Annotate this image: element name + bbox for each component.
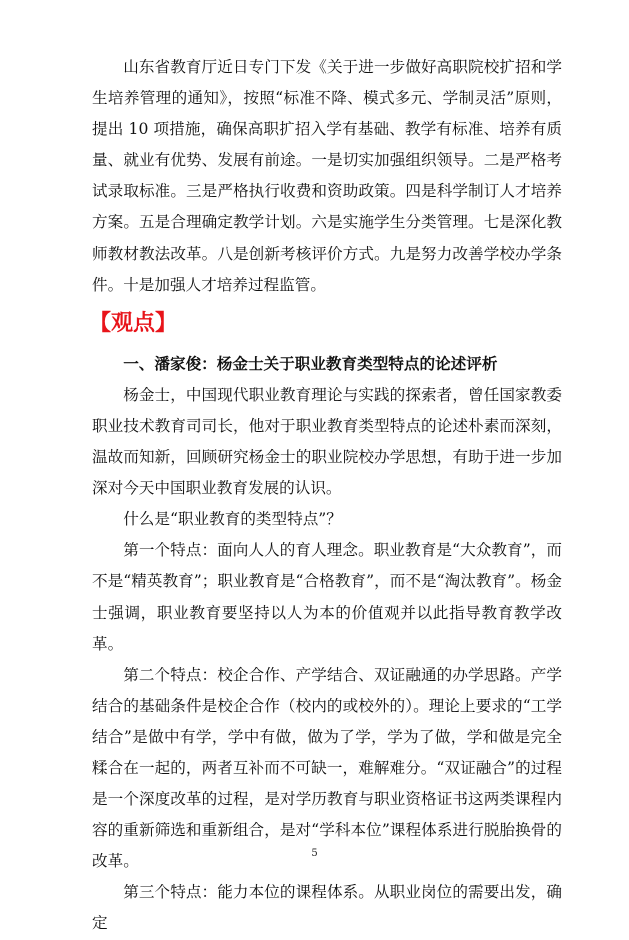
page-number: 5 — [311, 848, 318, 859]
section-title-viewpoint: 【观点】 — [89, 310, 178, 336]
intro-paragraph: 山东省教育厅近日专门下发《关于进一步做好高职院校扩招和学生培养管理的通知》，按照“标准不降、模式多元、学制灵活”原则，提出 10 项措施，确保高职扩招入学有基础、教学有标准、培养有质量、就业有优势、发展有前途。一是切实加强组织领导。二是严格考试录取标准。三是严格执行收费和资助政策。四是科学制订人才培养方案。五是合理确定教学计划。六是实施学生分类管理。七是深化教师教材教法改革。八是创新考核评价方式。九是努力改善学校办学条件。十是加强人才培养过程监管。 — [92, 58, 562, 294]
article-heading: 一、潘家俊：杨金士关于职业教育类型特点的论述评析 — [123, 354, 498, 373]
body-paragraph-3: 第一个特点：面向人人的育人理念。职业教育是“大众教育”，而不是“精英教育”；职业教育是“合格教育”，而不是“淘汰教育”。杨金士强调，职业教育要坚持以人为本的价值观并以此指导教育教学改革。 — [92, 541, 562, 653]
body-paragraph-5: 第三个特点：能力本位的课程体系。从职业岗位的需要出发，确定 — [92, 883, 562, 933]
body-paragraph-2: 什么是“职业教育的类型特点”？ — [123, 510, 342, 529]
body-paragraph-1: 杨金士，中国现代职业教育理论与实践的探索者，曾任国家教委职业技术教育司司长，他对于职业教育类型特点的论述朴素而深刻，温故而知新，回顾研究杨金士的职业院校办学思想，有助于进一步加深对今天中国职业教育发展的认识。 — [92, 385, 562, 498]
page-content — [89, 52, 562, 940]
body-paragraph-4: 第二个特点：校企合作、产学结合、双证融通的办学思路。产学结合的基础条件是校企合作（校内的或校外的）。理论上要求的“工学结合”是做中有学，学中有做，做为了学，学为了做，学和做是完全糅合在一起的，两者互补而不可缺一，难解难分。“双证融合”的过程是一个深度改革的过程，是对学历教育与职业资格证书这两类课程内容的重新筛选和重新组合，是对“学科本位”课程体系进行脱胎换骨的改革。 — [92, 665, 562, 871]
